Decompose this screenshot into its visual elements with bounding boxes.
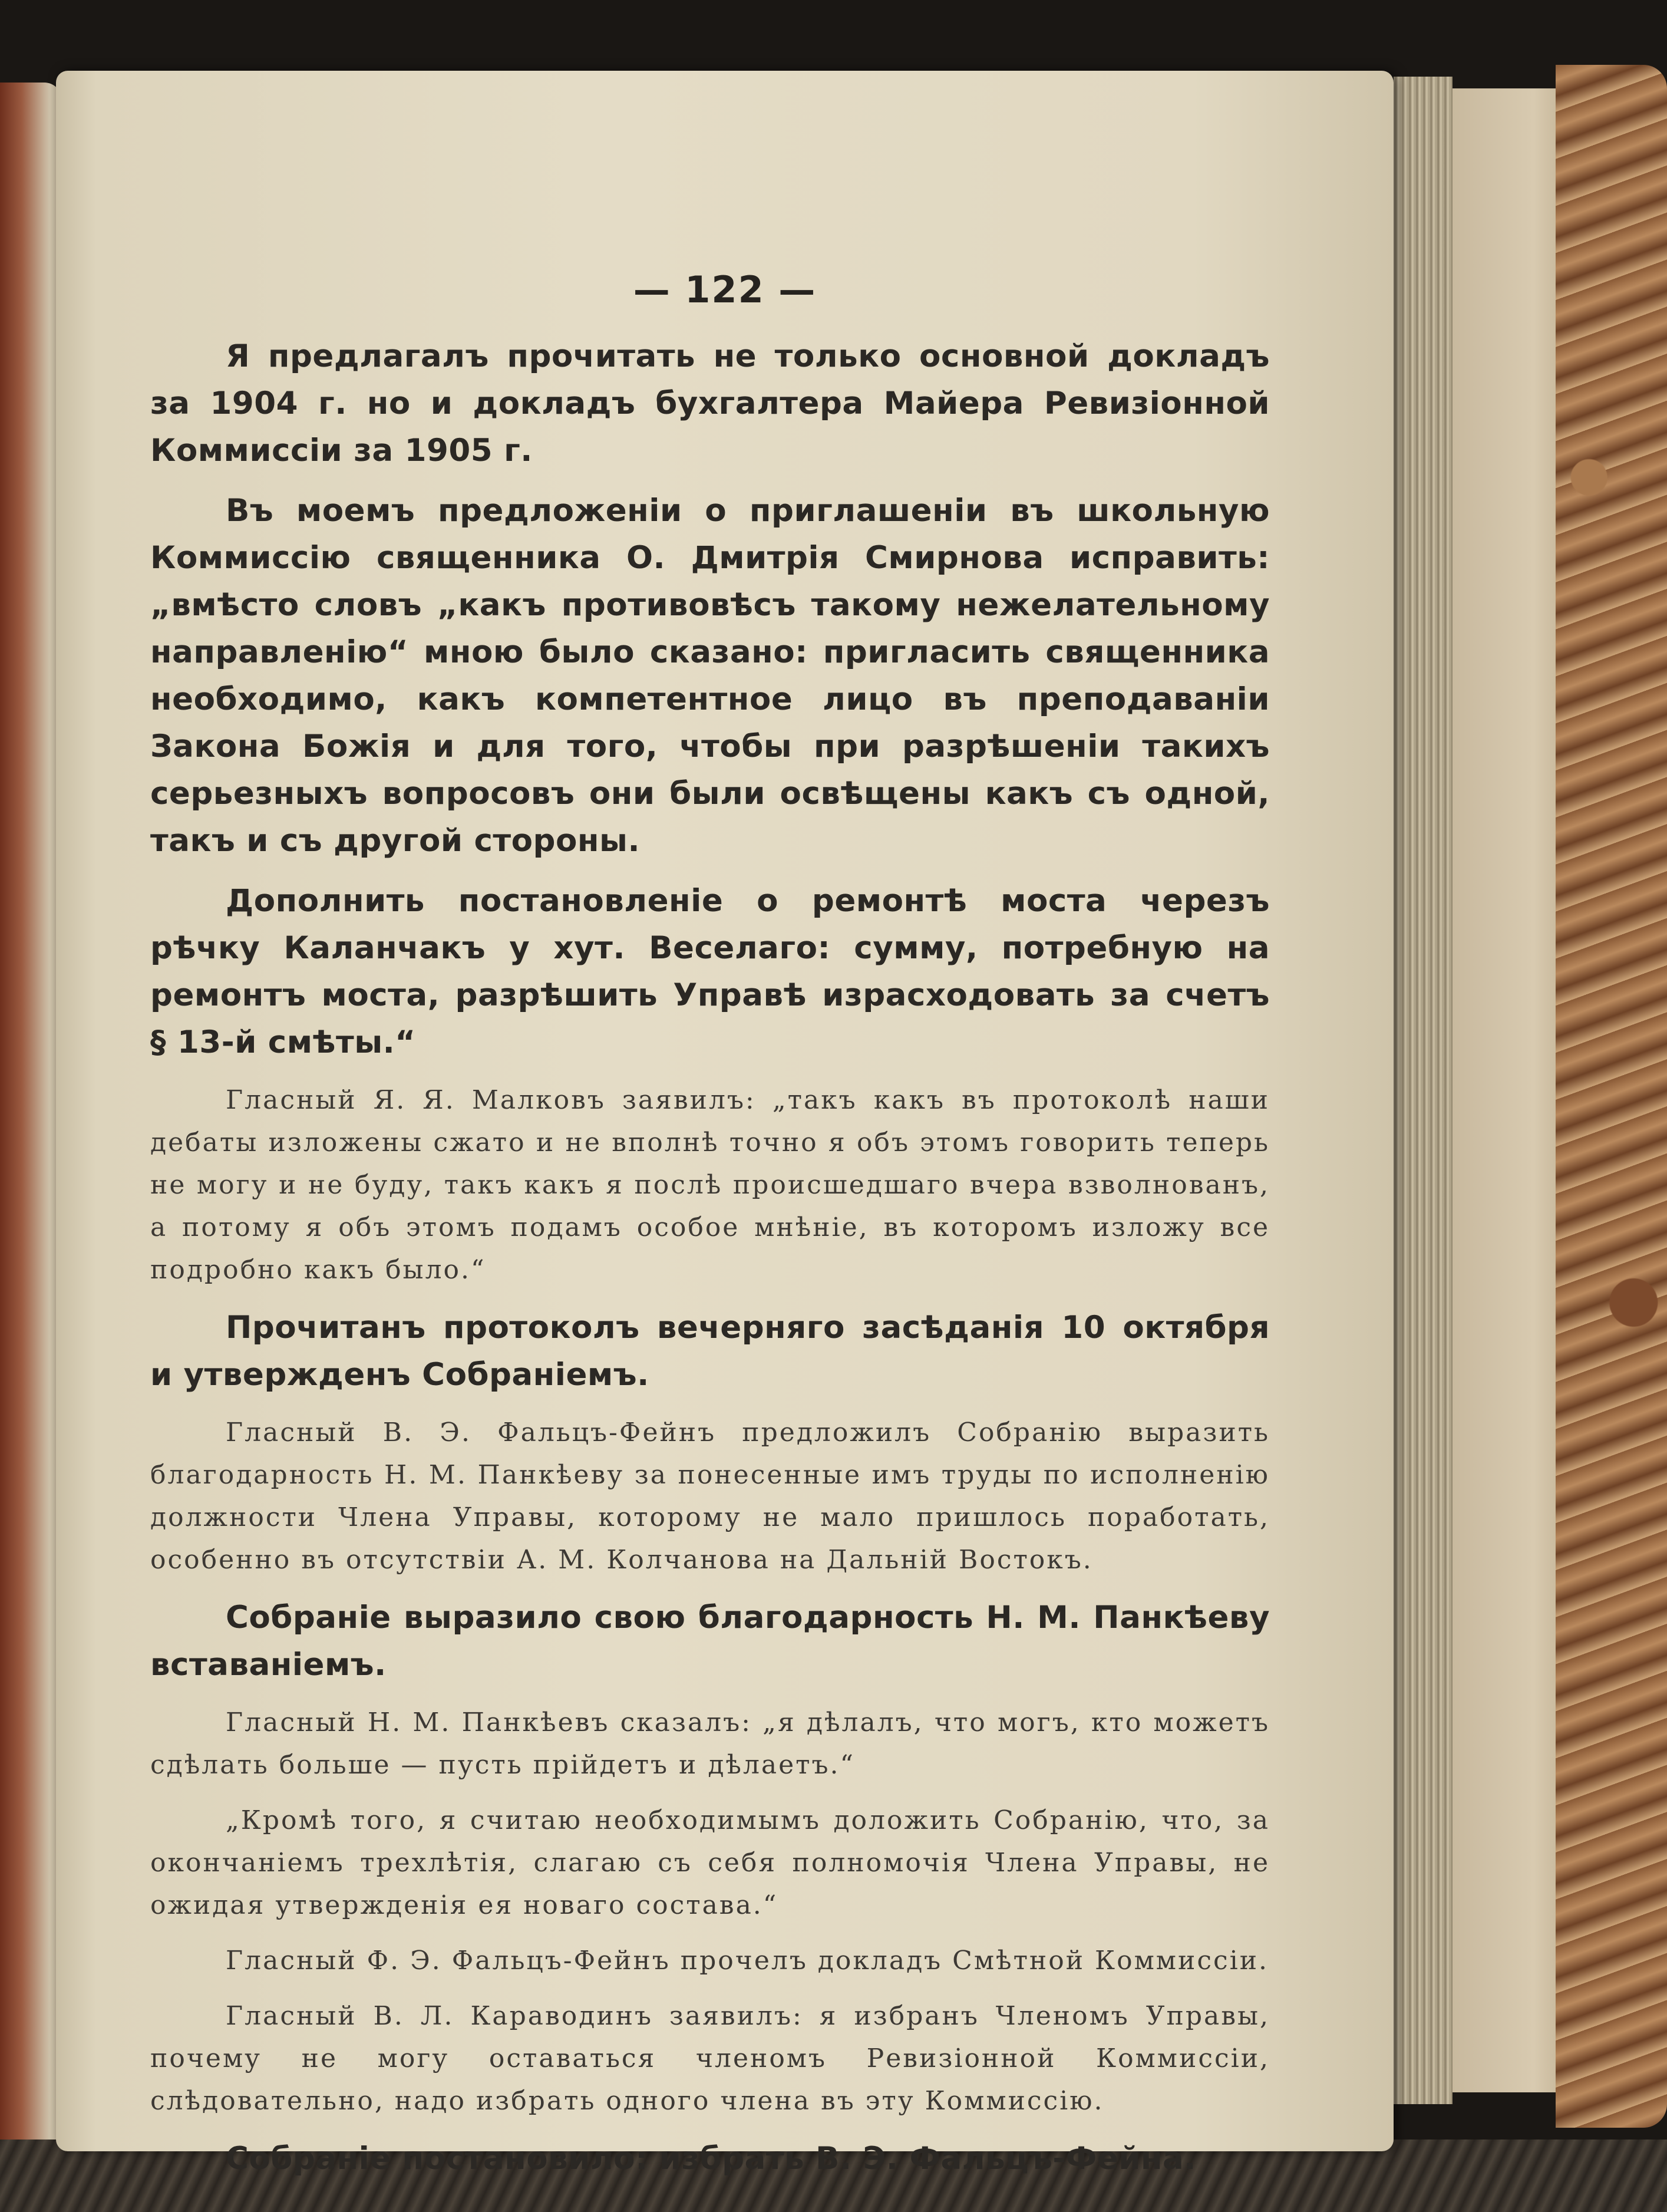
page-stack-edges xyxy=(1394,77,1453,2104)
paragraph-1: Я предлагалъ прочитать не только основной докладъ за 1904 г. но и докладъ бухгалтера Майера Ревизiонной Коммиссiи за 1905 г. xyxy=(150,338,1270,469)
paragraph-6: Гласный В. Э. Фальцъ-Фейнъ предложилъ Собранiю выразить благодарность Н. М. Панкѣеву за понесенные имъ труды по исполненiю должности Члена Управы, которому не мало пришлось поработать, особенно въ отсутствiи А. М. Колчанова на Дальнiй Востокъ. xyxy=(150,1417,1270,1575)
paragraph-3: Дополнить постановленiе о ремонтѣ моста черезъ рѣчку Каланчакъ у хут. Веселаго: сумму, потребную на ремонтъ моста, разрѣшить Управѣ израсходовать за счетъ § 13-й смѣты.“ xyxy=(150,883,1270,1060)
page-number: — 122 — xyxy=(633,268,817,311)
paragraph-7: Собранiе выразило свою благодарность Н. М. Панкѣеву вставанiемъ. xyxy=(150,1600,1270,1683)
paragraph-9: „Кромѣ того, я считаю необходимымъ доложить Собранiю, что, за окончанiемъ трехлѣтiя, слагаю съ себя полномочiя Члена Управы, не ожидая утвержденiя ея новаго состава.“ xyxy=(150,1805,1270,1920)
paragraph-8: Гласный Н. М. Панкѣевъ сказалъ: „я дѣлалъ, что могъ, кто можетъ сдѣлать больше — пусть прiйдетъ и дѣлаетъ.“ xyxy=(150,1707,1270,1780)
left-page-edge xyxy=(0,83,62,2145)
paragraph-10: Гласный Ф. Э. Фальцъ-Фейнъ прочелъ докладъ Смѣтной Коммиссiи. xyxy=(226,1946,1269,1976)
paragraph-11: Гласный В. Л. Караводинъ заявилъ: я избранъ Членомъ Управы, почему не могу оставаться членомъ Ревизiонной Коммиссiи, слѣдовательно, надо избрать одного члена въ эту Коммиссiю. xyxy=(150,2001,1270,2116)
paragraph-12: Собранiе постановило: избрать В. Э. Фальцъ-Фейна. xyxy=(226,2141,1196,2177)
paragraph-4: Гласный Я. Я. Малковъ заявилъ: „такъ какъ въ протоколѣ наши дебаты изложены сжато и не вполнѣ точно я объ этомъ говорить теперь не могу и не буду, такъ какъ я послѣ происшедшаго вчера взволнованъ, а потому я объ этомъ подамъ особое мнѣнiе, въ которомъ изложу все подробно какъ было.“ xyxy=(150,1085,1270,1285)
book-page xyxy=(56,71,1394,2177)
page-body xyxy=(150,333,1270,2195)
paragraph-5: Прочитанъ протоколъ вечерняго засѣданiя 10 октября и утвержденъ Собранiемъ. xyxy=(150,1310,1270,1393)
paragraph-2: Въ моемъ предложенiи о приглашенiи въ школьную Коммиссiю священника О. Дмитрiя Смирнова исправить: „вмѣсто словъ „какъ противовѣсъ такому нежелательному направленiю“ мною было сказано: пригласить священника необходимо, какъ компетентное лицо въ преподаванiи Закона Божiя и для того, чтобы при разрѣшенiи такихъ серьезныхъ вопросовъ они были освѣщены какъ съ одной, такъ и съ другой стороны. xyxy=(150,493,1270,859)
marbled-cover xyxy=(1556,65,1667,2128)
